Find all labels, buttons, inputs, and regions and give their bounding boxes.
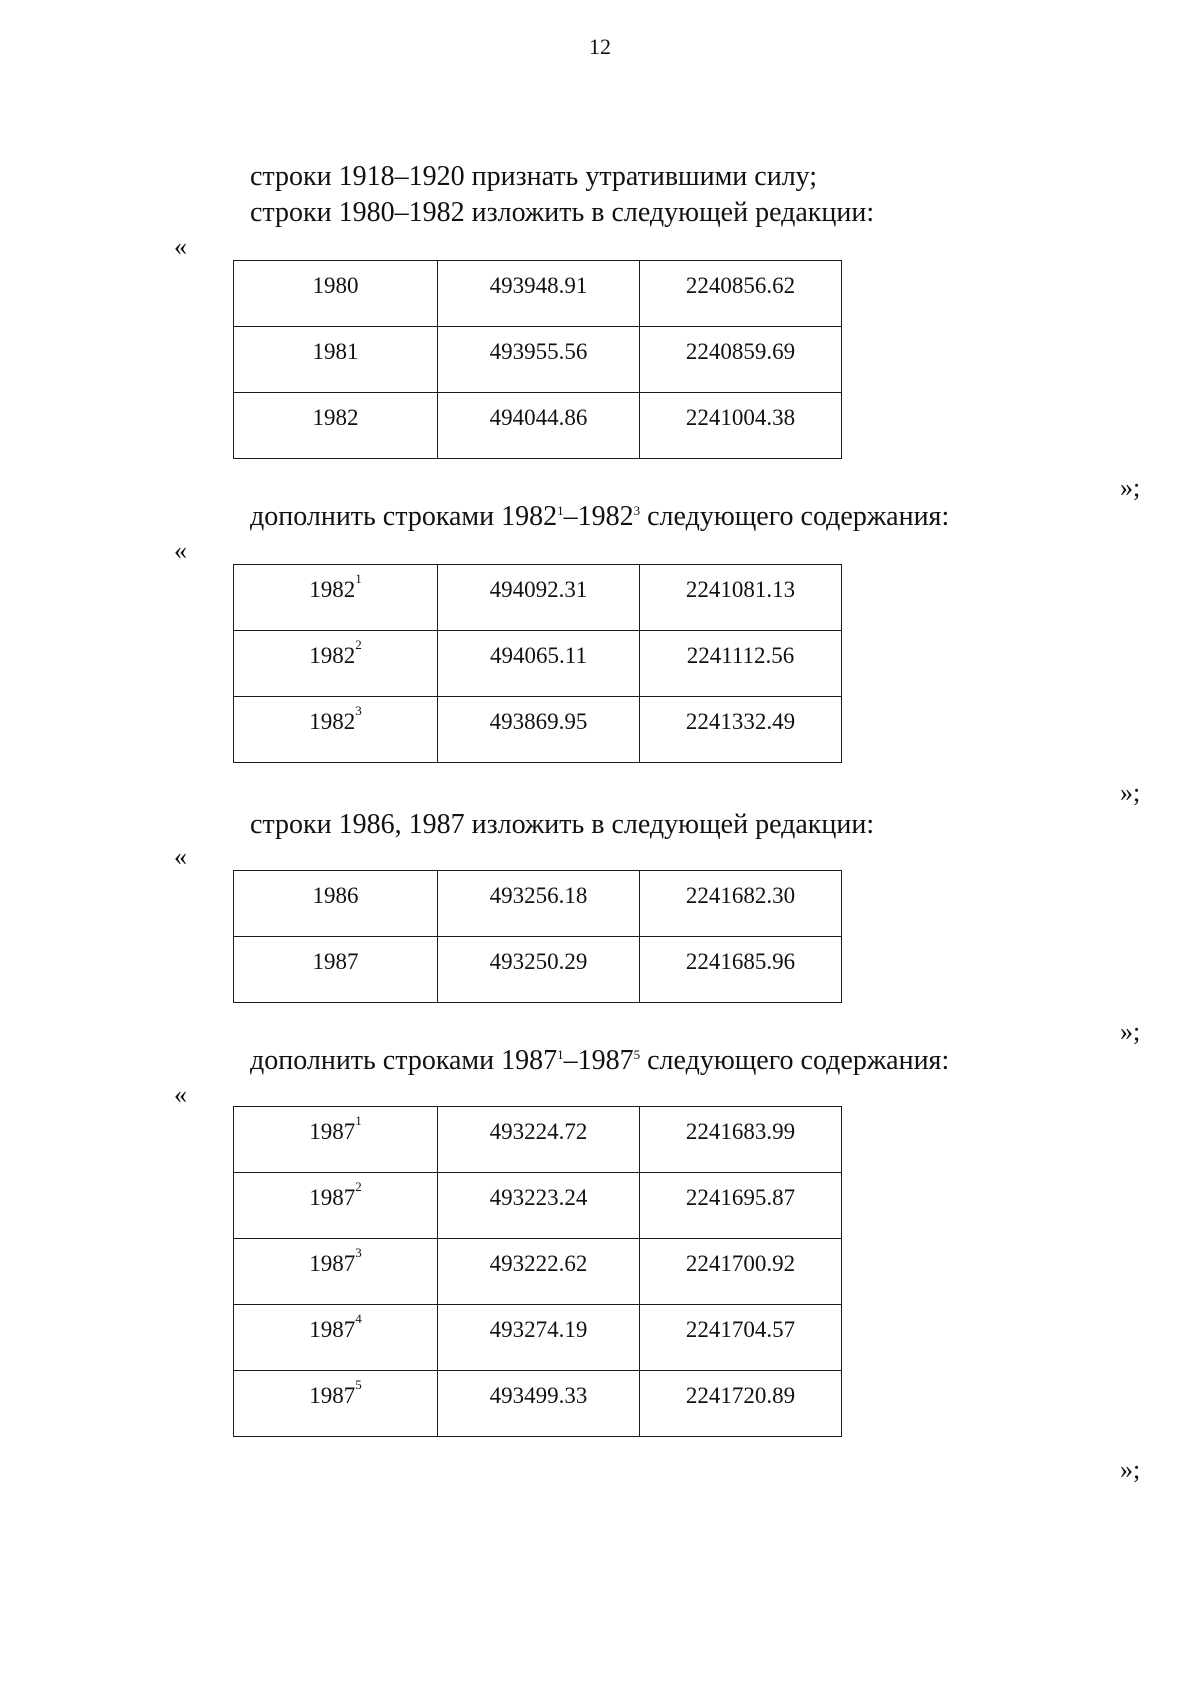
x-coordinate-cell: 493499.33 [438,1371,640,1437]
intro-text: –1987 [563,1045,634,1076]
superscript: 3 [633,503,641,518]
intro-line-5 [250,1044,949,1078]
point-number: 1982 [309,709,356,734]
point-superscript: 3 [355,703,362,718]
y-coordinate-cell: 2241704.57 [640,1305,842,1371]
x-coordinate-cell: 494044.86 [438,393,640,459]
quote-open-4: « [174,1080,187,1109]
table-row [234,871,842,937]
point-number: 1987 [309,1185,356,1210]
x-coordinate-cell: 493274.19 [438,1305,640,1371]
intro-text: следующего содержания: [640,501,950,532]
intro-text: следующего содержания: [640,1045,950,1076]
table-row [234,565,842,631]
intro-line-4: строки 1986, 1987 изложить в следующей редакции: [250,809,875,840]
point-number-cell [234,1371,438,1437]
intro-text: –1982 [563,501,634,532]
y-coordinate-cell: 2241683.99 [640,1107,842,1173]
x-coordinate-cell: 493955.56 [438,327,640,393]
x-coordinate-cell: 493948.91 [438,261,640,327]
quote-close-3: »; [1120,1017,1141,1046]
x-coordinate-cell: 493250.29 [438,937,640,1003]
table-row [234,631,842,697]
point-number-cell [234,1305,438,1371]
intro-text: дополнить строками 1987 [250,1045,558,1076]
table-row [234,261,842,327]
point-superscript: 1 [355,571,362,586]
point-number: 1982 [312,405,359,430]
point-number-cell [234,871,438,937]
x-coordinate-cell: 493223.24 [438,1173,640,1239]
intro-text: дополнить строками 1982 [250,501,558,532]
x-coordinate-cell: 493222.62 [438,1239,640,1305]
table-row [234,697,842,763]
point-superscript: 3 [355,1245,362,1260]
quote-close-1: »; [1120,473,1141,502]
quote-open-2: « [174,536,187,565]
coords-table-2 [233,564,842,763]
point-number: 1982 [309,577,356,602]
point-number-cell [234,631,438,697]
table-row [234,327,842,393]
intro-line-1: строки 1918–1920 признать утратившими силу; [250,161,818,192]
x-coordinate-cell: 493224.72 [438,1107,640,1173]
intro-line-3 [250,500,949,534]
table-row [234,1239,842,1305]
point-number-cell [234,261,438,327]
table-row [234,1305,842,1371]
point-number: 1987 [312,949,359,974]
superscript: 1 [557,1047,564,1062]
point-superscript: 5 [355,1377,362,1392]
superscript: 1 [557,503,564,518]
quote-close-2: »; [1120,778,1141,807]
point-number: 1986 [312,883,359,908]
y-coordinate-cell: 2241720.89 [640,1371,842,1437]
y-coordinate-cell: 2241332.49 [640,697,842,763]
point-number-cell [234,1107,438,1173]
table-row [234,1371,842,1437]
y-coordinate-cell: 2241112.56 [640,631,842,697]
point-number: 1987 [309,1119,356,1144]
x-coordinate-cell: 493256.18 [438,871,640,937]
y-coordinate-cell: 2241700.92 [640,1239,842,1305]
point-number-cell [234,327,438,393]
quote-open-3: « [174,842,187,871]
point-number: 1980 [312,273,359,298]
page-number: 12 [589,34,611,59]
y-coordinate-cell: 2240856.62 [640,261,842,327]
y-coordinate-cell: 2241685.96 [640,937,842,1003]
point-superscript: 2 [355,637,362,652]
table-row [234,1107,842,1173]
x-coordinate-cell: 494065.11 [438,631,640,697]
point-number: 1981 [312,339,359,364]
x-coordinate-cell: 493869.95 [438,697,640,763]
point-number-cell [234,565,438,631]
point-superscript: 1 [355,1113,362,1128]
coords-table-4 [233,1106,842,1437]
y-coordinate-cell: 2240859.69 [640,327,842,393]
point-number-cell [234,1173,438,1239]
y-coordinate-cell: 2241682.30 [640,871,842,937]
point-number-cell [234,1239,438,1305]
x-coordinate-cell: 494092.31 [438,565,640,631]
point-number-cell [234,393,438,459]
point-number: 1987 [309,1251,356,1276]
y-coordinate-cell: 2241004.38 [640,393,842,459]
table-row [234,937,842,1003]
coords-table-3 [233,870,842,1003]
point-number-cell [234,937,438,1003]
y-coordinate-cell: 2241695.87 [640,1173,842,1239]
table-row [234,393,842,459]
point-number-cell [234,697,438,763]
point-superscript: 4 [355,1311,362,1326]
point-number: 1982 [309,643,356,668]
intro-line-2: строки 1980–1982 изложить в следующей редакции: [250,197,875,228]
coords-table-1 [233,260,842,459]
point-number: 1987 [309,1383,356,1408]
point-number: 1987 [309,1317,356,1342]
y-coordinate-cell: 2241081.13 [640,565,842,631]
quote-close-4: »; [1120,1455,1141,1484]
point-superscript: 2 [355,1179,362,1194]
quote-open-1: « [174,232,187,261]
table-row [234,1173,842,1239]
superscript: 5 [633,1047,641,1062]
